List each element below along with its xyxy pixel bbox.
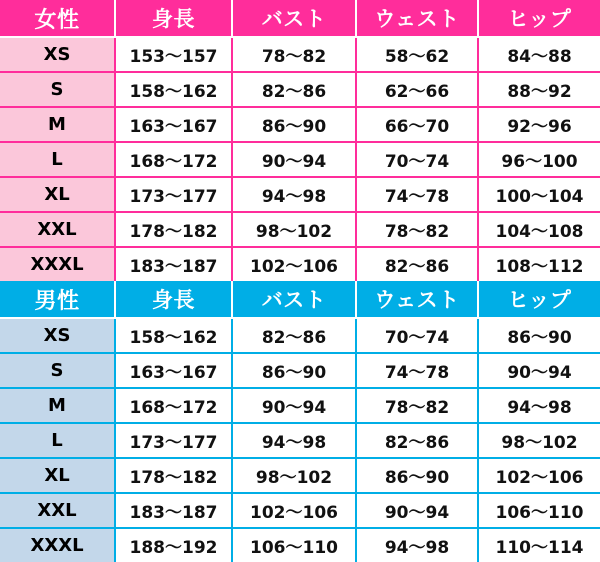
female-header-row [0, 0, 600, 37]
hip-value: 90〜94 [478, 353, 600, 388]
hip-value: 102〜106 [478, 458, 600, 493]
waist-value: 94〜98 [356, 528, 478, 562]
hip-value: 88〜92 [478, 72, 600, 107]
table-row [0, 212, 600, 247]
waist-value: 82〜86 [356, 247, 478, 281]
hip-value: 110〜114 [478, 528, 600, 562]
waist-value: 74〜78 [356, 177, 478, 212]
table-row [0, 318, 600, 353]
table-row [0, 493, 600, 528]
waist-value: 90〜94 [356, 493, 478, 528]
height-value: 173〜177 [115, 423, 232, 458]
male-header-category: 男性 [0, 281, 115, 318]
hip-value: 86〜90 [478, 318, 600, 353]
height-value: 188〜192 [115, 528, 232, 562]
bust-value: 82〜86 [232, 72, 356, 107]
female-header-waist: ウェスト [356, 0, 478, 37]
hip-value: 106〜110 [478, 493, 600, 528]
bust-value: 94〜98 [232, 177, 356, 212]
height-value: 163〜167 [115, 107, 232, 142]
waist-value: 82〜86 [356, 423, 478, 458]
waist-value: 86〜90 [356, 458, 478, 493]
bust-value: 98〜102 [232, 458, 356, 493]
size-label: XS [0, 37, 115, 72]
waist-value: 62〜66 [356, 72, 478, 107]
size-label: XL [0, 458, 115, 493]
hip-value: 84〜88 [478, 37, 600, 72]
waist-value: 58〜62 [356, 37, 478, 72]
female-header-height: 身長 [115, 0, 232, 37]
waist-value: 70〜74 [356, 318, 478, 353]
hip-value: 92〜96 [478, 107, 600, 142]
table-row [0, 247, 600, 281]
female-header-bust: バスト [232, 0, 356, 37]
bust-value: 106〜110 [232, 528, 356, 562]
table-row [0, 423, 600, 458]
height-value: 163〜167 [115, 353, 232, 388]
female-header-category: 女性 [0, 0, 115, 37]
hip-value: 98〜102 [478, 423, 600, 458]
table-row [0, 353, 600, 388]
male-size-table [0, 281, 600, 562]
bust-value: 86〜90 [232, 353, 356, 388]
bust-value: 90〜94 [232, 388, 356, 423]
table-row [0, 528, 600, 562]
hip-value: 96〜100 [478, 142, 600, 177]
size-label: S [0, 72, 115, 107]
female-header-hip: ヒップ [478, 0, 600, 37]
height-value: 173〜177 [115, 177, 232, 212]
male-header-height: 身長 [115, 281, 232, 318]
size-label: XXL [0, 212, 115, 247]
male-header-row [0, 281, 600, 318]
bust-value: 78〜82 [232, 37, 356, 72]
waist-value: 66〜70 [356, 107, 478, 142]
waist-value: 74〜78 [356, 353, 478, 388]
size-label: M [0, 107, 115, 142]
male-header-waist: ウェスト [356, 281, 478, 318]
height-value: 183〜187 [115, 493, 232, 528]
table-row [0, 458, 600, 493]
waist-value: 70〜74 [356, 142, 478, 177]
table-row [0, 177, 600, 212]
table-row [0, 142, 600, 177]
bust-value: 86〜90 [232, 107, 356, 142]
height-value: 168〜172 [115, 142, 232, 177]
height-value: 178〜182 [115, 458, 232, 493]
height-value: 178〜182 [115, 212, 232, 247]
waist-value: 78〜82 [356, 388, 478, 423]
size-label: M [0, 388, 115, 423]
bust-value: 90〜94 [232, 142, 356, 177]
male-header-hip: ヒップ [478, 281, 600, 318]
size-label: L [0, 142, 115, 177]
size-label: XL [0, 177, 115, 212]
hip-value: 100〜104 [478, 177, 600, 212]
size-label: XS [0, 318, 115, 353]
size-label: XXL [0, 493, 115, 528]
table-row [0, 388, 600, 423]
table-row [0, 107, 600, 142]
table-row [0, 72, 600, 107]
height-value: 158〜162 [115, 72, 232, 107]
male-header-bust: バスト [232, 281, 356, 318]
table-row [0, 37, 600, 72]
hip-value: 108〜112 [478, 247, 600, 281]
bust-value: 102〜106 [232, 493, 356, 528]
size-label: L [0, 423, 115, 458]
bust-value: 102〜106 [232, 247, 356, 281]
height-value: 183〜187 [115, 247, 232, 281]
height-value: 153〜157 [115, 37, 232, 72]
waist-value: 78〜82 [356, 212, 478, 247]
bust-value: 94〜98 [232, 423, 356, 458]
height-value: 158〜162 [115, 318, 232, 353]
size-label: S [0, 353, 115, 388]
bust-value: 98〜102 [232, 212, 356, 247]
size-label: XXXL [0, 247, 115, 281]
height-value: 168〜172 [115, 388, 232, 423]
bust-value: 82〜86 [232, 318, 356, 353]
hip-value: 94〜98 [478, 388, 600, 423]
hip-value: 104〜108 [478, 212, 600, 247]
size-label: XXXL [0, 528, 115, 562]
